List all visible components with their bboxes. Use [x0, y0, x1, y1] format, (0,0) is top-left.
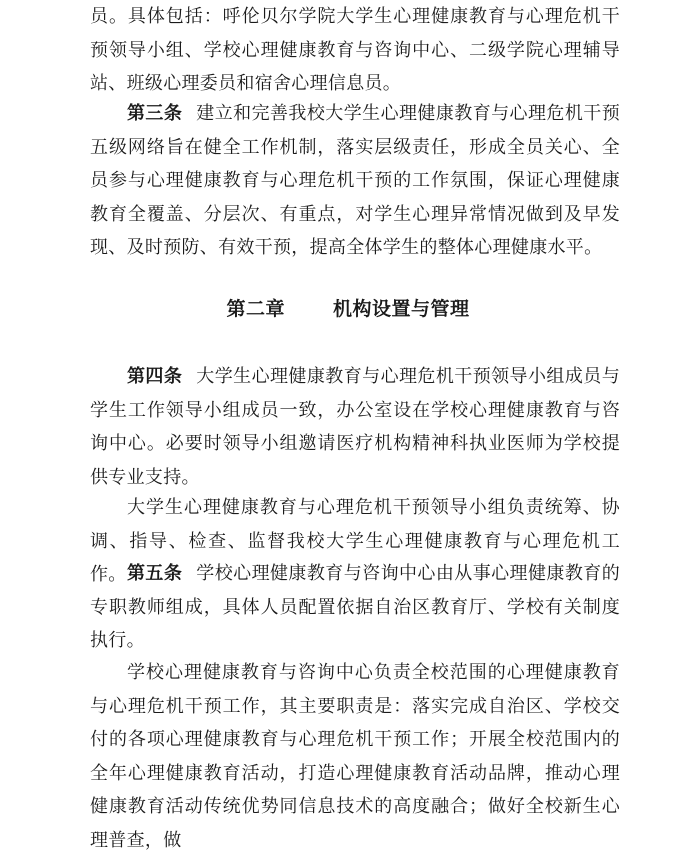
paragraph-continuation [90, 0, 620, 101]
article-label: 第五条 [127, 563, 183, 584]
chapter-heading [0, 294, 696, 321]
paragraph-text: 员。具体包括：呼伦贝尔学院大学生心理健康教育与心理危机干预领导小组、学校心理健康教育与咨询中心、二级学院心理辅导站、班级心理委员和宿舍心理信息员。 [90, 6, 620, 94]
article-label: 第四条 [127, 366, 183, 387]
paragraph-text: 大学生心理健康教育与心理危机干预领导小组负责统筹、协调、指导、检查、监督我校大学生心理健康教育与心理危机工作。 [90, 497, 620, 585]
chapter-number: 第二章 [226, 298, 285, 320]
article-4 [90, 360, 620, 494]
article-3 [90, 97, 620, 265]
article-label: 第三条 [127, 103, 183, 124]
article-5 [90, 557, 620, 658]
paragraph-text: 学校心理健康教育与咨询中心负责全校范围的心理健康教育与心理危机干预工作，其主要职责是：落实完成自治区、学校交付的各项心理健康教育与心理危机干预工作；开展全校范围内的全年心理健康教育活动，打造心理健康教育活动品牌，推动心理健康教育活动传统优势同信息技术的高度融合；做好全校新生心理普查，做 [90, 662, 620, 851]
paragraph [90, 656, 620, 857]
paragraph-text: 大学生心理健康教育与心理危机干预领导小组成员与学生工作领导小组成员一致，办公室设在学校心理健康教育与咨询中心。必要时领导小组邀请医疗机构精神科执业医师为学校提供专业支持。 [90, 366, 620, 488]
chapter-title: 机构设置与管理 [333, 298, 470, 320]
paragraph-text: 学校心理健康教育与咨询中心由从事心理健康教育的专职教师组成，具体人员配置依据自治区教育厅、学校有关制度执行。 [90, 563, 620, 651]
paragraph-text: 建立和完善我校大学生心理健康教育与心理危机干预五级网络旨在健全工作机制，落实层级责任，形成全员关心、全员参与心理健康教育与心理危机干预的工作氛围，保证心理健康教育全覆盖、分层次、有重点，对学生心理异常情况做到及早发现、及时预防、有效干预，提高全体学生的整体心理健康水平。 [90, 103, 620, 258]
